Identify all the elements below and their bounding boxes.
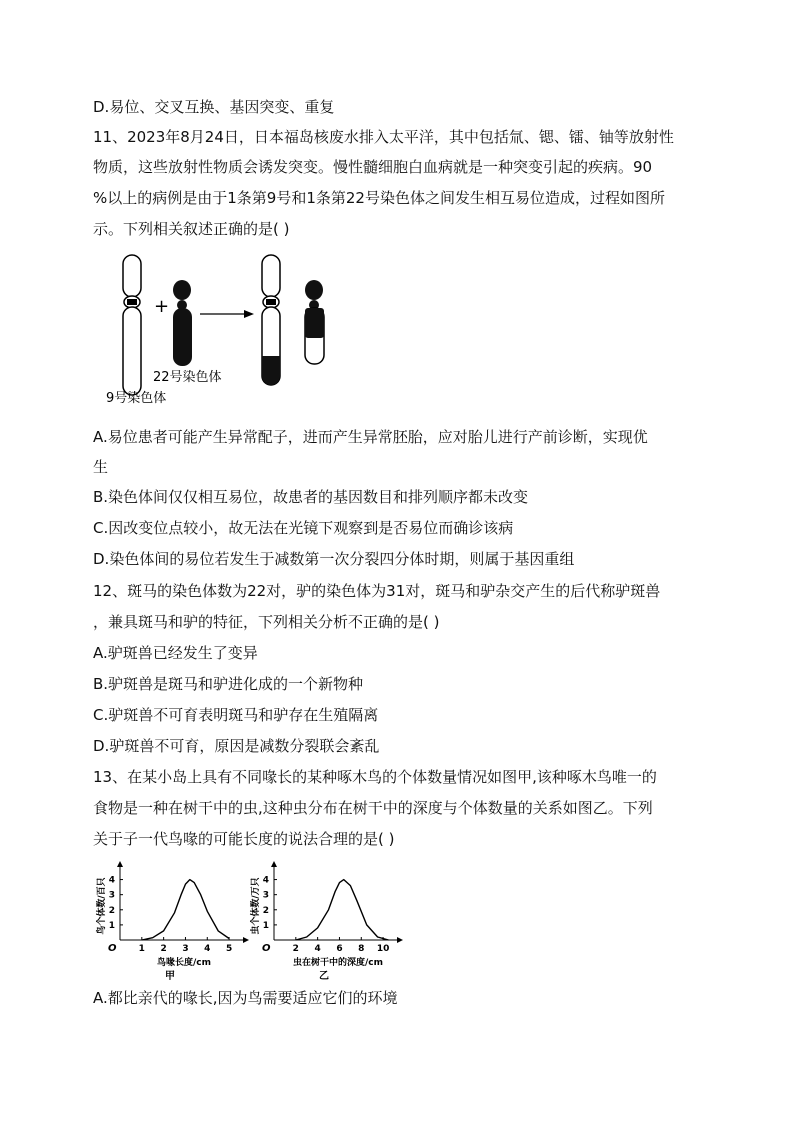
y-tick-label: 3 — [108, 890, 115, 901]
chart-jia — [90, 858, 250, 980]
text-line-15: C.驴斑兽不可育表明斑马和驴存在生殖隔离 — [93, 706, 379, 724]
series-line — [296, 880, 389, 940]
text-line-9: C.因改变位点较小，故无法在光镜下观察到是否易位而确诊该病 — [93, 519, 514, 537]
chart-yi — [244, 858, 404, 980]
translocated-chromosome-22 — [305, 280, 324, 364]
translocated-chromosome-9 — [262, 255, 280, 385]
series-line — [142, 880, 229, 940]
x-tick-label: 10 — [376, 944, 390, 954]
chromosome-figure — [96, 250, 356, 410]
y-axis-arrow-icon — [271, 861, 277, 867]
label-chromosome-22: 22号染色体 — [153, 370, 222, 385]
y-tick-label: 3 — [262, 890, 269, 901]
text-line-3: 物质，这些放射性物质会诱发突变。慢性髓细胞白血病就是一种突变引起的疾病。90 — [93, 158, 653, 176]
text-line-20: A.都比亲代的喙长,因为鸟需要适应它们的环境 — [93, 989, 398, 1007]
text-line-19: 关于子一代鸟喙的可能长度的说法合理的是( ) — [93, 830, 395, 848]
arrow-icon — [200, 310, 254, 318]
x-tick-label: 4 — [204, 944, 211, 954]
y-tick-label: 1 — [262, 920, 269, 931]
text-line-12: ，兼具斑马和驴的特征，下列相关分析不正确的是( ) — [93, 613, 440, 631]
y-axis-label: 虫个体数/万只 — [251, 877, 261, 935]
text-line-13: A.驴斑兽已经发生了变异 — [93, 644, 258, 662]
x-axis-label: 虫在树干中的深度/cm — [292, 958, 384, 968]
chromosome-22 — [173, 280, 192, 366]
y-tick-label: 4 — [108, 875, 115, 886]
text-line-6: A.易位患者可能产生异常配子，进而产生异常胚胎，应对胎儿进行产前诊断，实现优 — [93, 428, 648, 446]
text-line-8: B.染色体间仅仅相互易位，故患者的基因数目和排列顺序都未改变 — [93, 488, 529, 506]
y-tick-label: 2 — [262, 905, 269, 916]
x-axis-arrow-icon — [397, 937, 403, 943]
plus-sign: + — [154, 296, 170, 317]
text-line-16: D.驴斑兽不可育，原因是减数分裂联会紊乱 — [93, 737, 380, 755]
text-line-7: 生 — [93, 458, 109, 476]
chart-title: 乙 — [319, 971, 329, 980]
text-line-10: D.染色体间的易位若发生于减数第一次分裂四分体时期，则属于基因重组 — [93, 550, 575, 568]
text-line-14: B.驴斑兽是斑马和驴进化成的一个新物种 — [93, 675, 364, 693]
x-tick-label: 5 — [225, 944, 233, 954]
x-tick-label: 2 — [292, 944, 299, 954]
y-tick-label: 1 — [108, 920, 115, 931]
text-line-17: 13、在某小岛上具有不同喙长的某种啄木鸟的个体数量情况如图甲,该种啄木鸟唯一的 — [93, 768, 657, 786]
text-line-5: 示。下列相关叙述正确的是( ) — [93, 220, 290, 238]
x-tick-label: 4 — [314, 944, 321, 954]
chart-title: 甲 — [165, 971, 175, 980]
origin-label: O — [262, 943, 271, 954]
y-axis-arrow-icon — [117, 861, 123, 867]
x-tick-label: 2 — [160, 944, 167, 954]
label-chromosome-9: 9号染色体 — [106, 391, 167, 406]
x-axis-label: 鸟喙长度/cm — [156, 958, 212, 968]
text-line-4: %以上的病例是由于1条第9号和1条第22号染色体之间发生相互易位造成，过程如图所 — [93, 189, 665, 207]
origin-label: O — [108, 943, 117, 954]
x-tick-label: 3 — [182, 944, 189, 954]
text-line-18: 食物是一种在树干中的虫,这种虫分布在树干中的深度与个体数量的关系如图乙。下列 — [93, 799, 653, 817]
text-line-1: D.易位、交叉互换、基因突变、重复 — [93, 98, 335, 116]
text-line-2: 11、2023年8月24日，日本福岛核废水排入太平洋，其中包括氚、锶、镭、铀等放射性 — [93, 128, 674, 146]
x-tick-label: 1 — [138, 944, 145, 954]
x-tick-label: 6 — [336, 944, 343, 954]
x-tick-label: 8 — [358, 944, 365, 954]
text-line-11: 12、斑马的染色体数为22对，驴的染色体为31对，斑马和驴杂交产生的后代称驴斑兽 — [93, 582, 661, 600]
y-tick-label: 2 — [108, 905, 115, 916]
y-axis-label: 鸟个体数/百只 — [97, 877, 107, 935]
y-tick-label: 4 — [262, 875, 269, 886]
chromosome-9 — [123, 255, 141, 395]
